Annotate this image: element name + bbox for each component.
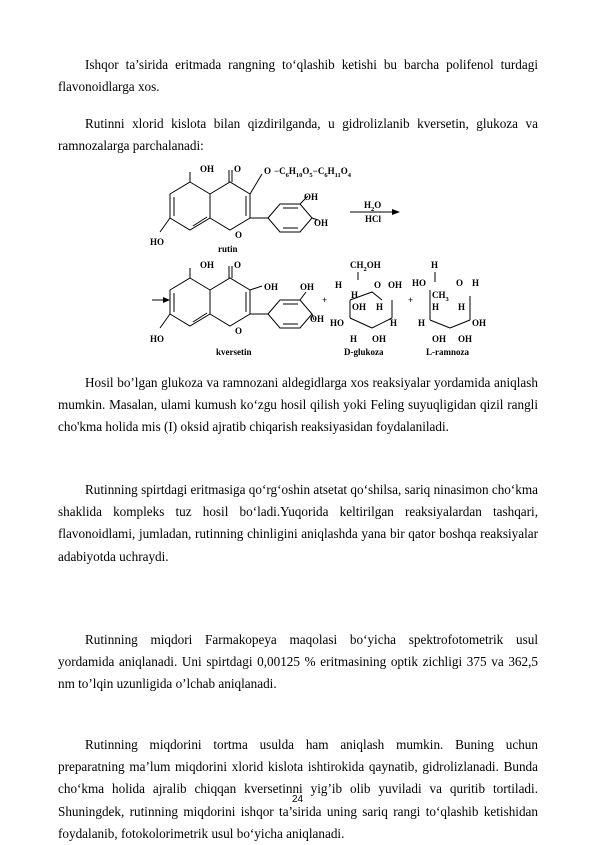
glucose-structure: [330, 260, 402, 357]
rhamnose-oh-5: OH: [458, 334, 473, 344]
rhamnose-oh-1: OH: [472, 318, 487, 328]
hydrolysis-scheme: [150, 160, 495, 365]
rutin-label: rutin: [218, 244, 238, 254]
glucose-oh-2: OH: [352, 302, 367, 312]
plus-sign-2: +: [408, 295, 414, 305]
rutin-oh-5: OH: [200, 164, 215, 174]
rutin-sugar-chain: $-C_6H_{10}O_5-C_6H_{11}O_4$: [274, 166, 351, 179]
rutin-oh-4prime: OH: [314, 218, 329, 228]
kversetin-ring-o: O: [235, 326, 243, 336]
kversetin-structure: [150, 260, 324, 357]
kversetin-label: kversetin: [216, 347, 252, 357]
rutin-ring-o: O: [235, 230, 243, 240]
rutin-glycoside-o: O: [264, 166, 272, 176]
rhamnose-h-4: H: [418, 318, 426, 328]
rhamnose-h-top: H: [431, 260, 439, 270]
kversetin-carbonyl-o: O: [234, 260, 242, 270]
rutin-oh-3prime: OH: [304, 192, 319, 202]
paragraph-1: Ishqor ta’sirida eritmada rangning to‘qlashib ketishi bu barcha polifenol turdagi flavonoidlarga xos.: [58, 57, 538, 95]
glucose-h-5: H: [350, 334, 358, 344]
glucose-h-3: H: [376, 302, 384, 312]
glucose-label: D-glukoza: [344, 347, 384, 357]
reaction-arrow: [350, 200, 400, 224]
rhamnose-oh-4: OH: [432, 334, 447, 344]
rhamnose-structure: [412, 260, 486, 357]
rhamnose-h-1: H: [472, 278, 480, 288]
glucose-h-2: H: [351, 290, 359, 300]
paragraph-4: Rutinning spirtdagi eritmasiga qo‘rg‘oshin atsetat qo‘shilsa, sariq ninasimon cho‘kma shaklida kompleks tuz hosil bo‘ladi.Yuqorida keltirilgan reaksiyalardan tashqari, flavonoidlami, jumladan, rutinning chinligini aniqlashda yana bir qator boshqa reaksiyalar adabiyotda uchraydi.: [58, 482, 538, 564]
rhamnose-h-2: H: [432, 302, 440, 312]
rhamnose-h-3: H: [458, 302, 466, 312]
glucose-ho: HO: [330, 318, 345, 328]
rutin-ho-7: HO: [150, 237, 165, 247]
glucose-ch2oh: $CH_2OH$: [350, 260, 381, 273]
glucose-ring-o: O: [374, 280, 382, 290]
rhamnose-ch3: $CH_3$: [432, 290, 449, 303]
kversetin-oh-5: OH: [200, 260, 215, 270]
glucose-h-4: H: [390, 318, 398, 328]
glucose-h-1: H: [335, 280, 343, 290]
paragraph-2: Rutinni xlorid kislota bilan qizdirilganda, u gidrolizlanib kversetin, glukoza va ramnozalarga parchalanadi:: [58, 116, 538, 154]
paragraph-3: Hosil bo’lgan glukoza va ramnozani aldegidlarga xos reaksiyalar yordamida aniqlash mumkin. Masalan, ulami kumush ko‘zgu hosil qilish yoki Feling suyuqligidan qizil rangli cho'kma holida mis (I) oksid ajratib chiqarish reaksiyasidan foydalaniladi.: [58, 375, 538, 435]
kversetin-ho-7: HO: [150, 334, 165, 344]
plus-sign-1: +: [322, 295, 328, 305]
rhamnose-label: L-ramnoza: [426, 347, 469, 357]
paragraph-6: Rutinning miqdorini tortma usulda ham aniqlash mumkin. Buning uchun preparatning ma’lum miqdorini xlorid kislota ishtirokida qaynatib, gidrolizlanadi. Bunda cho‘kma holida ajralib chiqqan kversetinni yig’ib olib yuviladi va quritib tortiladi. Shuningdek, rutinning miqdorini ishqor ta’sirida uning sariq rangi to‘qlashib ketishidan foydalanib, fotokolorimetrik usul bo‘yicha aniqlanadi.: [58, 737, 538, 841]
paragraph-5: Rutinning miqdori Farmakopeya maqolasi bo‘yicha spektrofotometrik usul yordamida aniqlanadi. Uni spirtdagi 0,00125 % eritmasining optik zichligi 375 va 362,5 nm to’lqin uzunligida o’lchab aniqlanadi.: [58, 632, 538, 692]
kversetin-oh-4prime: OH: [310, 314, 325, 324]
rutin-carbonyl-o: O: [234, 164, 242, 174]
rhamnose-ring-o: O: [456, 278, 464, 288]
kversetin-oh-3: OH: [264, 282, 279, 292]
glucose-oh-1: OH: [388, 280, 403, 290]
reagent-water: $H_2O$: [364, 200, 382, 213]
kversetin-oh-3prime: OH: [300, 282, 315, 292]
rutin-structure: [150, 164, 352, 254]
glucose-oh-5: OH: [372, 334, 387, 344]
rhamnose-ho: HO: [412, 278, 427, 288]
page-number: 24: [291, 794, 304, 805]
reagent-hcl: HCl: [365, 214, 382, 224]
